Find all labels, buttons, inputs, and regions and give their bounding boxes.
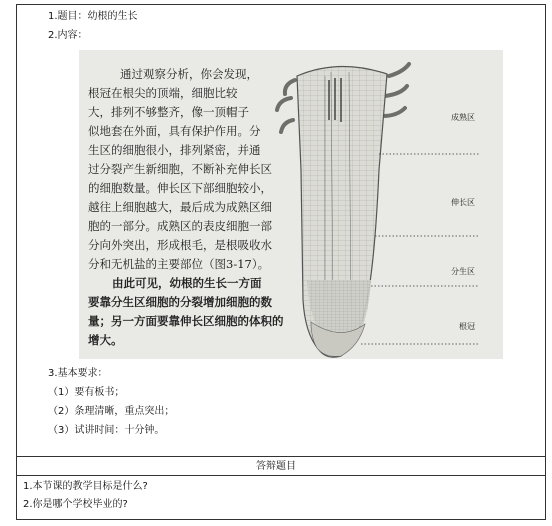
paragraph-line: 越往上细胞越大，最后成为成熟区细	[88, 200, 272, 214]
paragraph-line: 胞的一部分。成熟区的表皮细胞一部	[88, 219, 272, 233]
label-elongation-region: 伸长区	[451, 198, 475, 207]
content-label: 2.内容：	[48, 30, 88, 41]
textbook-figure	[79, 50, 503, 359]
conclusion-line: 要靠分生区细胞的分裂增加细胞的数	[88, 295, 272, 309]
paragraph-line: 的细胞数量。伸长区下部细胞较小，	[88, 181, 272, 195]
paragraph-line: 过分裂产生新细胞，不断补充伸长区	[88, 162, 272, 176]
paragraph-line: 分和无机盐的主要部位（图3-17）。	[88, 257, 270, 271]
paragraph-line: 生区的细胞很小，排列紧密，并通	[88, 143, 261, 157]
label-mature-region: 成熟区	[451, 113, 475, 122]
label-meristem-region: 分生区	[451, 267, 475, 276]
requirement-item: （2）条理清晰，重点突出；	[48, 406, 175, 417]
requirement-item: （1）要有板书；	[48, 387, 125, 398]
paragraph-line: 分向外突出，形成根毛，是根吸收水	[88, 238, 272, 252]
paragraph-line: 大，排列不够整齐，像一顶帽子	[88, 105, 249, 119]
root-tip-diagram	[79, 50, 503, 359]
paragraph-line: 似地套在外面，具有保护作用。分	[88, 124, 261, 138]
qa-question: 2.你是哪个学校毕业的?	[23, 499, 128, 510]
conclusion-line: 增大。	[88, 333, 123, 347]
conclusion-line: 由此可见，幼根的生长一方面	[112, 276, 262, 290]
requirement-item: （3）试讲时间：十分钟。	[48, 425, 165, 436]
paragraph-line: 通过观察分析，你会发现，	[120, 67, 258, 81]
label-rootcap: 根冠	[459, 322, 475, 331]
conclusion-line: 量；另一方面要靠伸长区细胞的体积的	[88, 314, 284, 328]
section-divider	[17, 456, 545, 457]
paragraph-line: 根冠在根尖的顶端，细胞比较	[88, 86, 238, 100]
qa-header-divider	[17, 475, 545, 476]
qa-title: 答辩题目	[256, 461, 296, 472]
qa-question: 1.本节课的教学目标是什么?	[23, 481, 148, 492]
requirements-title: 3.基本要求：	[48, 368, 108, 379]
topic-line: 1.题目：幼根的生长	[48, 11, 138, 22]
